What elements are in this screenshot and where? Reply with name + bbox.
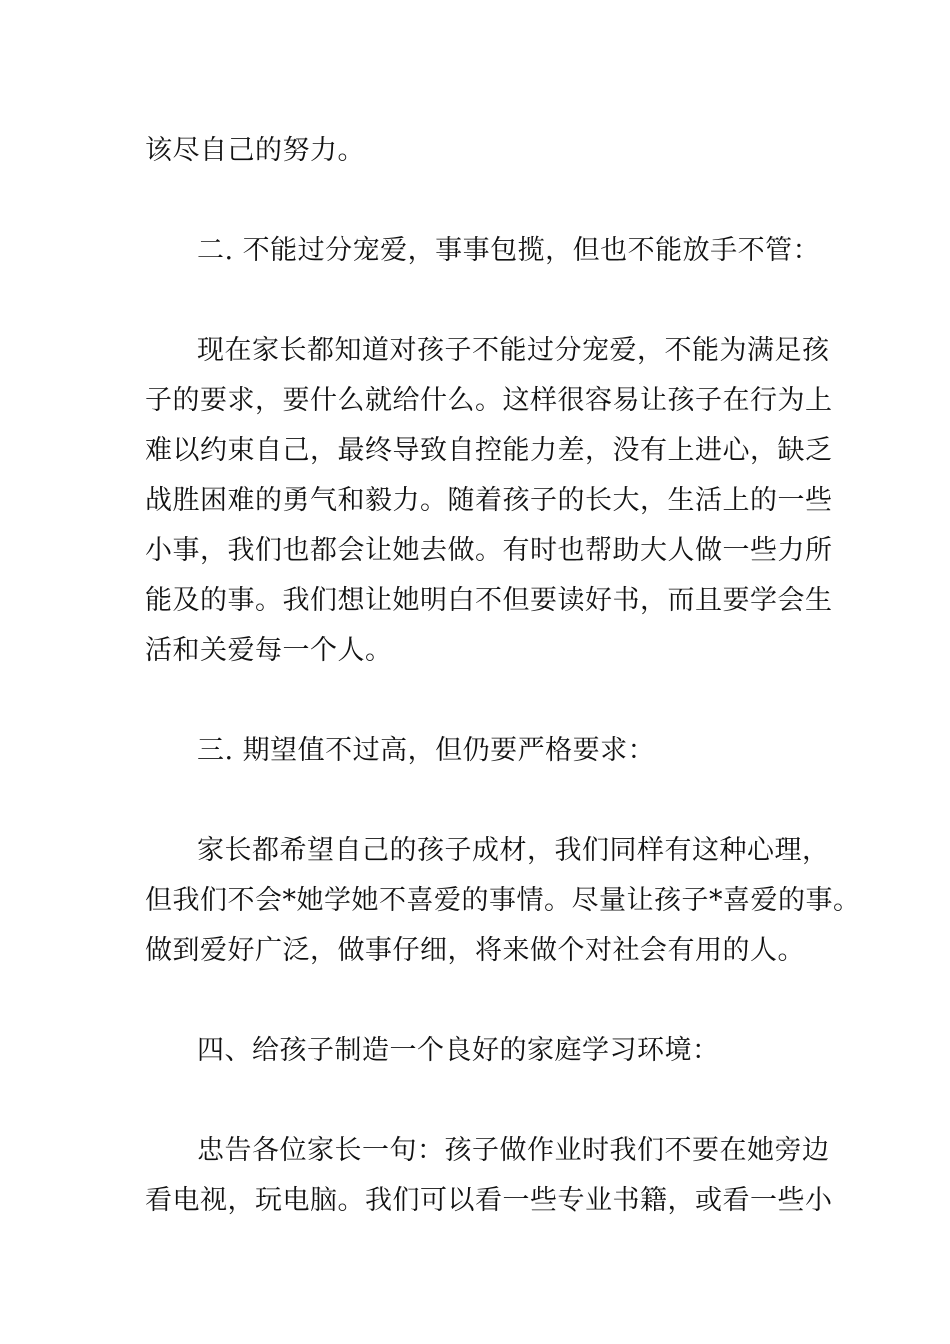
paragraph-line: 小事，我们也都会让她去做。有时也帮助大人做一些力所 — [145, 535, 833, 566]
paragraph-line: 该尽自己的努力。 — [145, 135, 365, 166]
section-heading-4: 四、给孩子制造一个良好的家庭学习环境： — [197, 1035, 720, 1066]
paragraph-line: 家长都希望自己的孩子成材，我们同样有这种心理， — [197, 835, 830, 866]
paragraph-line: 忠告各位家长一句：孩子做作业时我们不要在她旁边 — [197, 1135, 830, 1166]
paragraph-line: 现在家长都知道对孩子不能过分宠爱，不能为满足孩 — [197, 335, 830, 366]
section-heading-2: 二. 不能过分宠爱，事事包揽，但也不能放手不管： — [197, 235, 821, 266]
paragraph-line: 能及的事。我们想让她明白不但要读好书，而且要学会生 — [145, 585, 833, 616]
paragraph-line: 战胜困难的勇气和毅力。随着孩子的长大，生活上的一些 — [145, 485, 833, 516]
paragraph-line: 难以约束自己，最终导致自控能力差，没有上进心，缺乏 — [145, 435, 833, 466]
paragraph-line: 看电视，玩电脑。我们可以看一些专业书籍，或看一些小 — [145, 1185, 833, 1216]
paragraph-line: 活和关爱每一个人。 — [145, 635, 393, 666]
paragraph-line: 做到爱好广泛，做事仔细，将来做个对社会有用的人。 — [145, 935, 805, 966]
section-heading-3: 三. 期望值不过高，但仍要严格要求： — [197, 735, 656, 766]
paragraph-line: 子的要求，要什么就给什么。这样很容易让孩子在行为上 — [145, 385, 833, 416]
paragraph-line: 但我们不会*她学她不喜爱的事情。尽量让孩子*喜爱的事。 — [145, 885, 861, 916]
